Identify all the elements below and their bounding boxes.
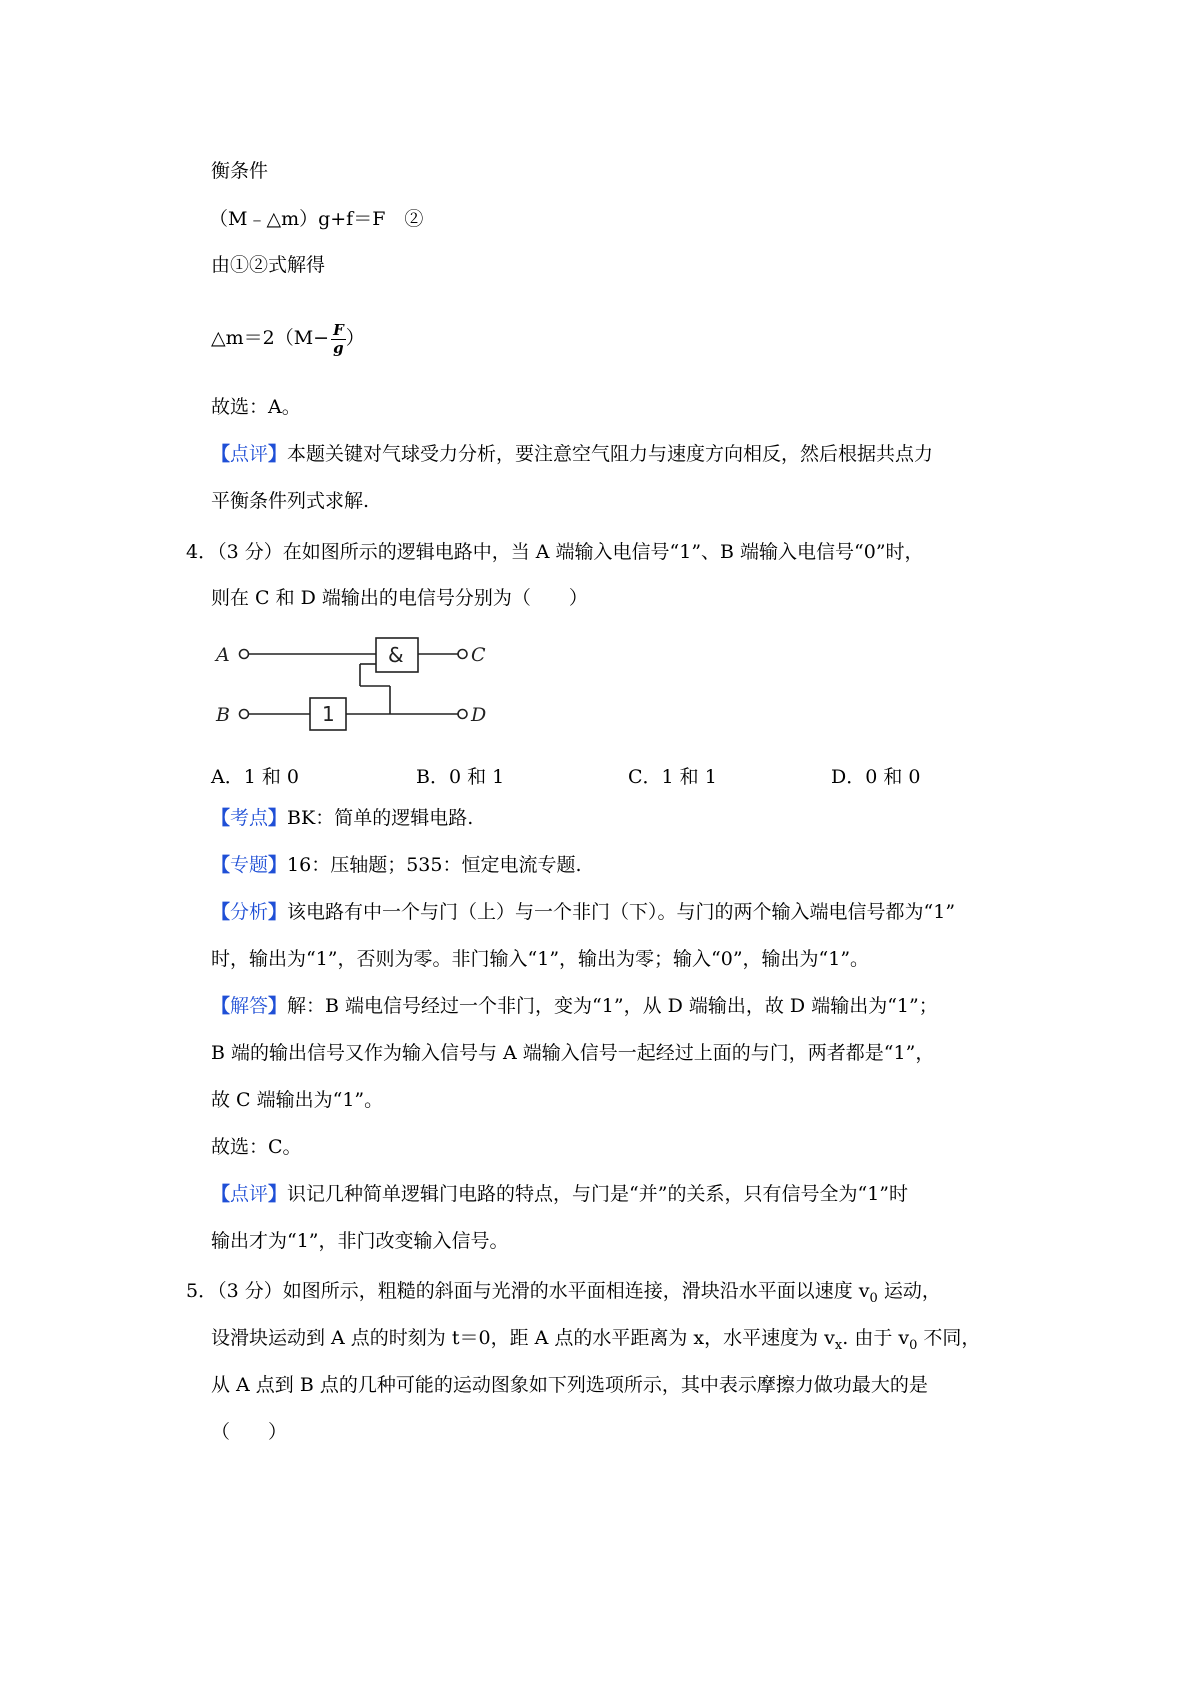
tag-label: 点评 bbox=[230, 1183, 269, 1205]
q5-line2-b: . 由于 v bbox=[842, 1327, 910, 1349]
q5-line2-c: 不同， bbox=[917, 1327, 981, 1349]
logic-circuit-diagram bbox=[208, 636, 498, 736]
and-gate-symbol: & bbox=[388, 643, 404, 667]
previous-comment bbox=[211, 445, 933, 464]
previous-answer: 故选：A。 bbox=[211, 396, 301, 418]
label-b: B bbox=[216, 704, 230, 726]
q4-dianping bbox=[211, 1185, 908, 1204]
q4-kaodian bbox=[211, 809, 473, 828]
terminal-c bbox=[458, 650, 467, 659]
tag-label: 解答 bbox=[230, 995, 269, 1017]
q5-stem-text-a: （3 分）如图所示，粗糙的斜面与光滑的水平面相连接，滑块沿水平面以速度 v bbox=[217, 1280, 870, 1302]
solution-line-1: 衡条件 bbox=[211, 160, 269, 182]
tag-label: 考点 bbox=[230, 807, 269, 829]
q4-jieda bbox=[211, 997, 938, 1016]
terminal-a bbox=[240, 650, 249, 659]
fraction-f-over-g bbox=[331, 322, 346, 356]
tag-close-bracket: 】 bbox=[268, 995, 288, 1017]
tag-open-bracket: 【 bbox=[211, 1183, 231, 1205]
fenxi-text: 该电路有中一个与门（上）与一个非门（下）。与门的两个输入端电信号都为“1” bbox=[287, 901, 956, 923]
zhuanti-text: 16：压轴题；535：恒定电流专题. bbox=[287, 854, 582, 876]
label-d: D bbox=[471, 704, 487, 726]
tag-close-bracket: 】 bbox=[268, 901, 288, 923]
terminal-d bbox=[458, 710, 467, 719]
label-a: A bbox=[216, 644, 230, 666]
q4-option-c[interactable]: C．1 和 1 bbox=[628, 766, 717, 788]
tag-open-bracket: 【 bbox=[211, 901, 231, 923]
kaodian-text: BK：简单的逻辑电路. bbox=[287, 807, 474, 829]
q5-line2-a: 设滑块运动到 A 点的时刻为 t＝0，距 A 点的水平距离为 x，水平速度为 v bbox=[211, 1327, 835, 1349]
tag-label: 分析 bbox=[230, 901, 269, 923]
q4-dianping-line-2: 输出才为“1”，非门改变输入信号。 bbox=[211, 1230, 509, 1252]
q4-number: 4． bbox=[186, 541, 218, 563]
q5-subscript-x: x bbox=[834, 1337, 843, 1353]
comment-text: 本题关键对气球受力分析，要注意空气阻力与速度方向相反，然后根据共点力 bbox=[287, 443, 934, 465]
tag-close-bracket: 】 bbox=[268, 443, 288, 465]
solution-result-equation bbox=[211, 322, 365, 356]
tag-close-bracket: 】 bbox=[268, 807, 288, 829]
q5-subscript-0: 0 bbox=[909, 1337, 918, 1353]
not-gate-symbol: 1 bbox=[322, 702, 335, 726]
solution-equation-2: （M﹣△m）g+f＝F ② bbox=[209, 208, 424, 230]
result-suffix: ） bbox=[345, 327, 365, 349]
result-prefix: △m＝2（M− bbox=[211, 327, 330, 349]
tag-close-bracket: 】 bbox=[268, 1183, 288, 1205]
q4-option-a[interactable]: A．1 和 0 bbox=[211, 766, 299, 788]
tag-open-bracket: 【 bbox=[211, 995, 231, 1017]
tag-close-bracket: 】 bbox=[268, 854, 288, 876]
solution-line-3: 由①②式解得 bbox=[211, 254, 326, 276]
previous-comment-line-2: 平衡条件列式求解. bbox=[211, 490, 370, 512]
q5-stem-line-1 bbox=[186, 1282, 941, 1305]
tag-label: 点评 bbox=[230, 443, 269, 465]
q4-answer: 故选：C。 bbox=[211, 1136, 302, 1158]
tag-open-bracket: 【 bbox=[211, 854, 231, 876]
q4-stem-text: （3 分）在如图所示的逻辑电路中，当 A 端输入电信号“1”、B 端输入电信号“0”时， bbox=[217, 541, 924, 563]
q5-number: 5． bbox=[186, 1280, 218, 1302]
tag-label: 专题 bbox=[230, 854, 269, 876]
q4-option-d[interactable]: D．0 和 0 bbox=[831, 766, 921, 788]
tag-open-bracket: 【 bbox=[211, 443, 231, 465]
q5-stem-line-4: （ ） bbox=[211, 1421, 288, 1443]
q4-zhuanti bbox=[211, 856, 582, 875]
q4-jieda-line-2: B 端的输出信号又作为输入信号与 A 端输入信号一起经过上面的与门，两者都是“1”， bbox=[211, 1042, 935, 1064]
q5-stem-text-b: 运动， bbox=[877, 1280, 941, 1302]
q4-jieda-line-3: 故 C 端输出为“1”。 bbox=[211, 1089, 384, 1111]
q4-fenxi bbox=[211, 903, 955, 922]
q5-subscript: 0 bbox=[869, 1290, 878, 1306]
fraction-numerator: F bbox=[333, 321, 344, 339]
q4-fenxi-line-2: 时，输出为“1”，否则为零。非门输入“1”，输出为零；输入“0”，输出为“1”。 bbox=[211, 948, 870, 970]
q5-stem-line-2 bbox=[211, 1329, 980, 1352]
label-c: C bbox=[471, 644, 486, 666]
tag-open-bracket: 【 bbox=[211, 807, 231, 829]
jieda-text: 解：B 端电信号经过一个非门，变为“1”，从 D 端输出，故 D 端输出为“1”； bbox=[287, 995, 938, 1017]
q4-stem-line-2: 则在 C 和 D 端输出的电信号分别为（ ） bbox=[211, 587, 588, 609]
q4-option-b[interactable]: B．0 和 1 bbox=[416, 766, 505, 788]
fraction-denominator: g bbox=[333, 338, 344, 357]
q5-stem-line-3: 从 A 点到 B 点的几种可能的运动图象如下列选项所示，其中表示摩擦力做功最大的是 bbox=[211, 1374, 928, 1396]
q4-stem-line-1 bbox=[186, 543, 924, 562]
terminal-b bbox=[240, 710, 249, 719]
dianping-text: 识记几种简单逻辑门电路的特点，与门是“并”的关系，只有信号全为“1”时 bbox=[287, 1183, 908, 1205]
